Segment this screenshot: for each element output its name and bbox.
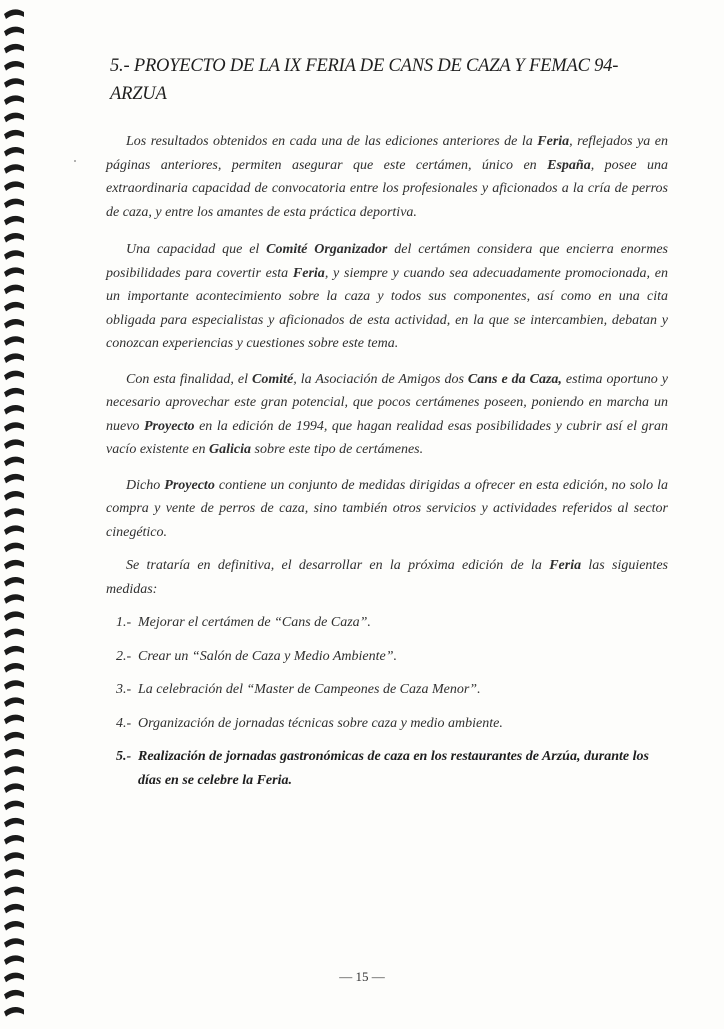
emphasis-text: Comité bbox=[252, 371, 294, 387]
binding-loop bbox=[4, 336, 24, 346]
binding-loop bbox=[4, 113, 24, 123]
binding-loop bbox=[4, 938, 24, 948]
measure-text-continuation: días en se celebre la Feria. bbox=[138, 772, 292, 788]
paragraph-text: las siguientes medidas: bbox=[106, 558, 668, 597]
binding-loop bbox=[4, 525, 24, 535]
binding-loop bbox=[4, 302, 24, 312]
measure-number: 5.- bbox=[116, 749, 132, 764]
binding-loop bbox=[4, 147, 24, 157]
binding-loop bbox=[4, 508, 24, 518]
binding-loop bbox=[4, 783, 24, 793]
paragraph-text: Se trataría en definitiva, el desarrollar en la próxima edición de la bbox=[126, 558, 550, 573]
binding-loop bbox=[4, 439, 24, 449]
page-speck bbox=[74, 160, 76, 162]
binding-loop bbox=[4, 491, 24, 501]
measure-item-4 bbox=[106, 712, 668, 736]
measure-text: Organización de jornadas técnicas sobre caza y medio ambiente. bbox=[138, 715, 503, 731]
binding-loop bbox=[4, 27, 24, 37]
emphasis-text: Cans e da Caza, bbox=[467, 371, 562, 387]
binding-loop bbox=[4, 577, 24, 587]
binding-loop bbox=[4, 181, 24, 191]
binding-loop bbox=[4, 1007, 24, 1017]
binding-loop bbox=[4, 594, 24, 604]
section-title: 5.- PROYECTO DE LA IX FERIA DE CANS DE CAZA Y FEMAC 94-ARZUA bbox=[110, 56, 619, 104]
binding-loop bbox=[4, 319, 24, 329]
measure-number: 3.- bbox=[116, 682, 132, 697]
binding-loop bbox=[4, 474, 24, 484]
measure-text: Crear un “Salón de Caza y Medio Ambiente”. bbox=[138, 648, 397, 664]
paragraph-text: contiene un conjunto de medidas dirigidas a ofrecer en esta edición, no solo la compra y vente de perros de caza, sino también otros servicios y actividades referidos al sector cinegético. bbox=[106, 477, 669, 540]
emphasis-text: Feria bbox=[292, 265, 325, 281]
paragraph-5 bbox=[106, 554, 668, 601]
paragraph-text: del certámen considera que encierra enormes posibilidades para covertir esta bbox=[106, 242, 669, 281]
measure-number: 4.- bbox=[116, 715, 132, 731]
emphasis-text: Feria bbox=[537, 134, 570, 149]
binding-loop bbox=[4, 611, 24, 621]
binding-loop bbox=[4, 869, 24, 879]
binding-loop bbox=[4, 216, 24, 226]
document-body bbox=[106, 52, 668, 802]
binding-loop bbox=[4, 199, 24, 209]
binding-loop bbox=[4, 663, 24, 673]
binding-loop bbox=[4, 646, 24, 656]
binding-loop bbox=[4, 715, 24, 725]
binding-loop bbox=[4, 732, 24, 742]
binding-loop bbox=[4, 955, 24, 965]
paragraph-text: Una capacidad que el bbox=[126, 242, 267, 257]
binding-loop bbox=[4, 543, 24, 553]
binding-loop bbox=[4, 353, 24, 363]
paragraph-1 bbox=[106, 130, 668, 224]
emphasis-text: Galicia bbox=[209, 442, 252, 457]
paragraph-text: , la Asociación de Amigos dos bbox=[293, 371, 468, 387]
binding-loop bbox=[4, 422, 24, 432]
measure-item-3 bbox=[106, 678, 668, 702]
binding-loop bbox=[4, 990, 24, 1000]
binding-loop bbox=[4, 629, 24, 639]
binding-loop bbox=[4, 887, 24, 897]
spiral-binding bbox=[0, 0, 40, 1024]
binding-loop bbox=[4, 78, 24, 88]
emphasis-text: Feria bbox=[549, 558, 582, 573]
measure-item-2 bbox=[106, 645, 668, 669]
binding-loop bbox=[4, 818, 24, 828]
paragraph-3 bbox=[106, 368, 668, 462]
paragraph-text: Con esta finalidad, el bbox=[126, 371, 252, 387]
binding-loop bbox=[4, 405, 24, 415]
binding-loop bbox=[4, 388, 24, 398]
binding-loop bbox=[4, 285, 24, 295]
page-number: — 15 — bbox=[339, 969, 385, 984]
emphasis-text: Comité Organizador bbox=[266, 242, 388, 257]
paragraph-text: , y siempre y cuando sea adecuadamente promocionada, en un importante acontecimiento sobre la caza y todos sus componentes, así como en una cita obligada para especialistas y aficionados de esta actividad, en la que se intercambien, debatan y conozcan experiencias y cuestiones sobre este tema. bbox=[106, 265, 668, 351]
binding-loop bbox=[4, 457, 24, 467]
measure-text: La celebración del “Master de Campeones de Caza Menor”. bbox=[138, 682, 481, 697]
paragraph-text: en la edición de 1994, que hagan realidad esas posibilidades y cubrir así el gran vacío existente en bbox=[106, 418, 668, 457]
binding-loop bbox=[4, 371, 24, 381]
binding-loop bbox=[4, 921, 24, 931]
binding-loop bbox=[4, 835, 24, 845]
paragraph-text: sobre este tipo de certámenes. bbox=[251, 442, 424, 457]
emphasis-text: Proyecto bbox=[144, 418, 195, 434]
measure-item-1 bbox=[106, 611, 668, 635]
measure-item-5 bbox=[106, 745, 668, 792]
binding-loop bbox=[4, 749, 24, 759]
binding-loop bbox=[4, 680, 24, 690]
binding-loop bbox=[4, 9, 24, 19]
binding-loop bbox=[4, 95, 24, 105]
binding-loop bbox=[4, 852, 24, 862]
binding-loop bbox=[4, 697, 24, 707]
binding-loop bbox=[4, 61, 24, 71]
binding-loop bbox=[4, 164, 24, 174]
binding-loop bbox=[4, 766, 24, 776]
paragraph-text: , posee una extraordinaria capacidad de convocatoria entre los profesionales y aficionados a la cría de perros de caza, y entre los amantes de esta práctica deportiva. bbox=[106, 157, 668, 220]
measure-number: 1.- bbox=[116, 615, 132, 630]
paragraph-text: , reflejados ya en páginas anteriores, permiten asegurar que este certámen, único en bbox=[106, 134, 669, 173]
measures-list bbox=[106, 611, 668, 792]
binding-loop bbox=[4, 801, 24, 811]
measure-number: 2.- bbox=[116, 648, 132, 664]
paragraph-text: Dicho bbox=[126, 477, 165, 493]
binding-loop bbox=[4, 233, 24, 243]
paragraph-text: Los resultados obtenidos en cada una de las ediciones anteriores de la bbox=[126, 134, 538, 149]
measure-text: Realización de jornadas gastronómicas de caza en los restaurantes de Arzúa, durante los bbox=[138, 749, 649, 764]
paragraph-4 bbox=[106, 474, 668, 545]
emphasis-text: Proyecto bbox=[164, 477, 215, 493]
binding-loop bbox=[4, 250, 24, 260]
paragraph-2 bbox=[106, 238, 668, 356]
binding-loop bbox=[4, 560, 24, 570]
binding-loop bbox=[4, 130, 24, 140]
binding-loop bbox=[4, 267, 24, 277]
binding-loop bbox=[4, 44, 24, 54]
binding-loop bbox=[4, 904, 24, 914]
paragraph-text: estima oportuno y necesario aprovechar este gran potencial, que pocos certámenes poseen, poniendo en marcha un nuevo bbox=[106, 371, 668, 434]
measure-text: Mejorar el certámen de “Cans de Caza”. bbox=[138, 615, 371, 630]
emphasis-text: España bbox=[547, 157, 591, 173]
